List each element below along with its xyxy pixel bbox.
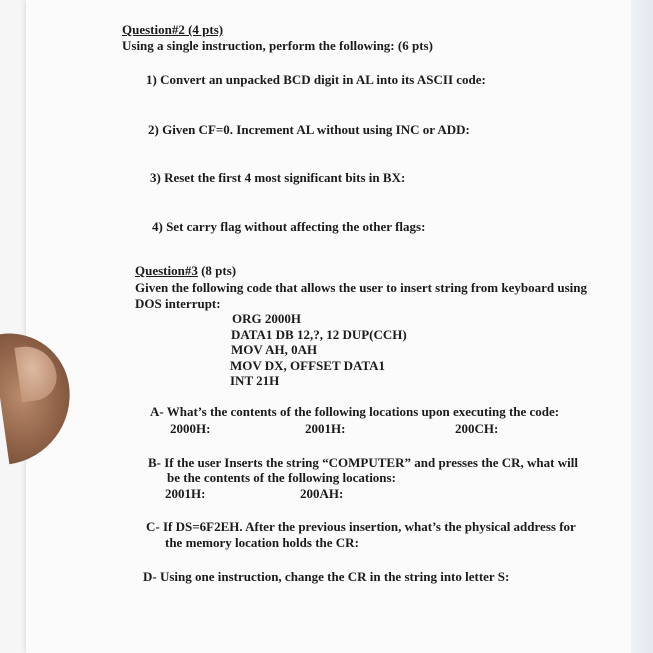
partB-line1: B- If the user Inserts the string “COMPUTER” and presses the CR, what will — [148, 455, 578, 470]
partB-line2: be the contents of the following locations: — [167, 470, 396, 485]
q3-heading: Question#3 — [135, 263, 198, 278]
partC-line1: C- If DS=6F2EH. After the previous insertion, what’s the physical address for — [146, 519, 576, 534]
background-edge — [631, 0, 653, 653]
q3-intro-line2: DOS interrupt: — [135, 296, 221, 311]
partB-loc1: 2001H: — [165, 486, 206, 501]
code-line-3: MOV AH, 0AH — [231, 342, 318, 357]
partB-loc2: 200AH: — [300, 486, 344, 501]
partA-loc1: 2000H: — [170, 421, 211, 436]
q3-intro-line1: Given the following code that allows the user to insert string from keyboard using — [135, 280, 587, 295]
partC-line2: the memory location holds the CR: — [165, 535, 359, 550]
q2-item-2: 2) Given CF=0. Increment AL without using INC or ADD: — [148, 122, 470, 137]
code-line-1: ORG 2000H — [232, 311, 301, 326]
q3-heading-line — [135, 263, 236, 279]
partA-loc2: 2001H: — [305, 421, 346, 436]
q3-points: (8 pts) — [197, 263, 237, 278]
code-line-5: INT 21H — [230, 373, 280, 388]
q2-item-3: 3) Reset the first 4 most significant bits in BX: — [150, 170, 406, 185]
code-line-2: DATA1 DB 12,?, 12 DUP(CCH) — [231, 327, 407, 342]
partD-question: D- Using one instruction, change the CR in the string into letter S: — [143, 569, 510, 584]
q2-item-1: 1) Convert an unpacked BCD digit in AL into its ASCII code: — [146, 72, 486, 87]
partA-question: A- What’s the contents of the following locations upon executing the code: — [150, 404, 560, 419]
code-line-4: MOV DX, OFFSET DATA1 — [230, 358, 386, 373]
q2-intro: Using a single instruction, perform the following: (6 pts) — [122, 38, 433, 53]
partA-loc3: 200CH: — [455, 421, 499, 436]
q2-heading: Question#2 (4 pts) — [122, 22, 224, 37]
q2-item-4: 4) Set carry flag without affecting the other flags: — [152, 219, 426, 234]
